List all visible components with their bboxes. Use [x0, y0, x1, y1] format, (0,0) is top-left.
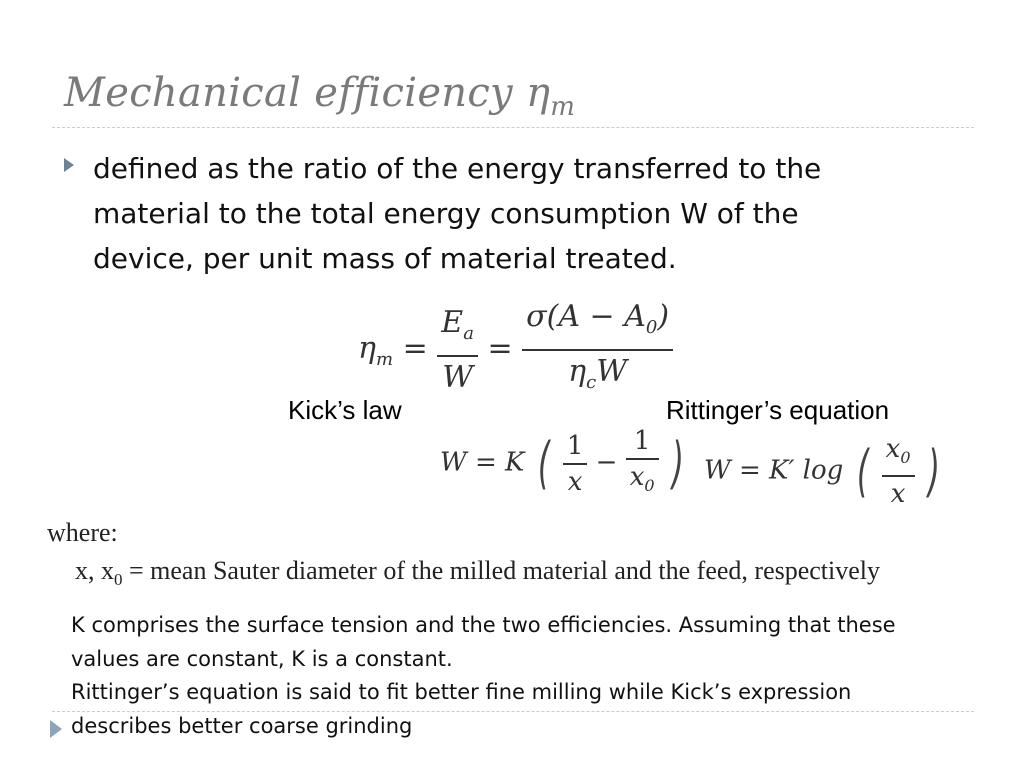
where-def-end: = mean Sauter diameter of the milled material and the feed, respectively	[122, 556, 881, 585]
eq-frac2-den-sub: c	[586, 372, 597, 393]
kick-fraction-a	[563, 429, 588, 499]
notes-line: describes better coarse grinding	[71, 713, 413, 738]
notes-line: K comprises the surface tension and the two efficiencies. Assuming that these	[71, 613, 896, 637]
bullet-arrow-icon	[50, 720, 62, 738]
kick-b-den: x	[629, 462, 645, 492]
notes-line: Rittinger’s equation is said to fit better fine milling while Kick’s expression	[71, 680, 852, 704]
where-def-sub: 0	[114, 570, 123, 590]
ritt-lhs: W = K′ log	[704, 455, 844, 486]
eq-frac1-den: W	[442, 359, 474, 395]
eq-fraction-2	[522, 296, 673, 404]
where-def-start: x, x	[75, 556, 114, 585]
ritt-num-sub: 0	[900, 448, 911, 468]
rittinger-equation: W = K′ log ( $\frac{x_0}{x}$ )	[704, 434, 940, 510]
ritt-den: x	[890, 479, 906, 510]
kick-b-den-sub: 0	[644, 476, 655, 496]
kick-lhs: W = K	[440, 447, 525, 478]
title-divider	[52, 127, 974, 128]
eq-frac2-den-end: W	[596, 354, 628, 389]
notes-block	[71, 609, 1001, 743]
kick-minus: −	[595, 447, 618, 478]
kick-fraction-b	[626, 424, 659, 503]
bottom-divider	[52, 711, 974, 712]
kicks-law-equation: W = K ( $\frac{1}{x}$ − $\frac{1}{x_0}$ )	[440, 424, 689, 503]
ritt-fraction	[882, 432, 915, 511]
where-definition	[75, 556, 880, 590]
slide-title	[64, 70, 576, 122]
kick-b-num: 1	[626, 424, 659, 460]
eq-frac2-den: η	[568, 354, 587, 389]
ritt-num: x	[885, 434, 901, 464]
eq-frac1-num-sub: a	[463, 322, 474, 344]
eq-fraction-1	[437, 302, 478, 399]
eq-frac2-num-sub: 0	[645, 317, 658, 338]
where-label: where:	[47, 518, 118, 547]
definition-text: defined as the ratio of the energy transferred to the material to the total energy consumption W of the device, per unit mass of material treated.	[93, 152, 822, 275]
kick-a-den: x	[567, 466, 583, 497]
eq-frac2-num-end: )	[657, 299, 670, 334]
rittinger-equation-label: Rittinger’s equation	[666, 395, 890, 425]
eq-lhs: η	[358, 331, 376, 366]
kick-a-num: 1	[563, 429, 588, 465]
eq-frac1-num: E	[441, 304, 464, 340]
slide-title-text: Mechanical efficiency η	[64, 70, 551, 116]
eq-lhs-sub: m	[375, 349, 394, 370]
mechanical-efficiency-equation: $\eta_m$ = $\frac{E_a}{W}$ = $\frac{\sigma(A - A_0)}{\eta_cW}$	[358, 296, 673, 404]
eq-frac2-num: σ(A − A	[526, 299, 646, 334]
notes-line: values are constant, K is a constant.	[71, 646, 453, 671]
kicks-law-label: Kick’s law	[288, 395, 402, 425]
slide-title-subscript: m	[550, 92, 576, 122]
bullet-arrow-icon	[64, 158, 74, 172]
